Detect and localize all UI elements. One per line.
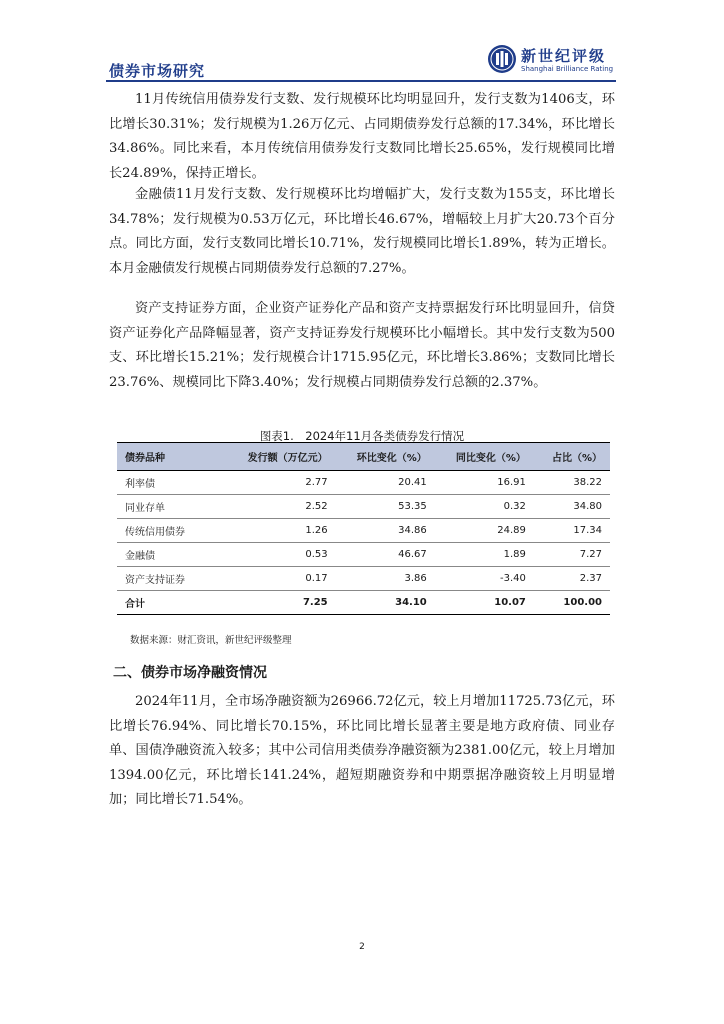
cell-mom-change: 3.86: [336, 567, 435, 591]
cell-mom-change: 53.35: [336, 495, 435, 519]
cell-bond-type: 传统信用债券: [117, 519, 225, 543]
column-header: 环比变化（%）: [336, 443, 435, 471]
cell-total-issuance: 7.25: [225, 591, 336, 615]
company-logo: [487, 44, 619, 76]
cell-share: 2.37: [534, 567, 610, 591]
cell-share: 38.22: [534, 471, 610, 495]
paragraph-asset-backed: 资产支持证券方面，企业资产证券化产品和资产支持票据发行环比明显回升，信贷资产证券化产品降幅显著，资产支持证券发行规模环比小幅增长。其中发行支数为500支、环比增长15.21%；发行规模合计1715.95亿元，环比增长3.86%；支数同比增长23.76%、规模同比下降3.40%；发行规模占同期债券发行总额的2.37%。: [109, 301, 615, 390]
cell-mom-change: 20.41: [336, 471, 435, 495]
cell-yoy-change: 1.89: [435, 543, 534, 567]
table-row: [117, 471, 610, 495]
table-total-row: [117, 591, 610, 615]
cell-share: 34.80: [534, 495, 610, 519]
cell-issuance: 0.53: [225, 543, 336, 567]
table-header-row: [117, 443, 610, 471]
cell-mom-change: 34.86: [336, 519, 435, 543]
cell-yoy-change: 16.91: [435, 471, 534, 495]
paragraph-traditional-credit: 11月传统信用债券发行支数、发行规模环比均明显回升，发行支数为1406支，环比增长30.31%；发行规模为1.26万亿元、占同期债券发行总额的17.34%，环比增长34.86%。同比来看，本月传统信用债券发行支数同比增长25.65%，发行规模同比增长24.89%，保持正增长。: [109, 92, 615, 181]
header-title: 债券市场研究: [109, 62, 206, 80]
table-row: [117, 519, 610, 543]
cell-yoy-change: -3.40: [435, 567, 534, 591]
cell-total-yoy-change: 10.07: [435, 591, 534, 615]
cell-total-share: 100.00: [534, 591, 610, 615]
cell-share: 17.34: [534, 519, 610, 543]
column-header: 同比变化（%）: [435, 443, 534, 471]
cell-issuance: 1.26: [225, 519, 336, 543]
cell-bond-type: 资产支持证券: [117, 567, 225, 591]
paragraph-net-financing: 2024年11月，全市场净融资额为26966.72亿元，较上月增加11725.73亿元，环比增长76.94%、同比增长70.15%，环比同比增长显著主要是地方政府债、同业存单、国债净融资流入较多；其中公司信用类债券净融资额为2381.00亿元，较上月增加1394.00亿元，环比增长141.24%，超短期融资券和中期票据净融资较上月明显增加；同比增长71.54%。: [109, 694, 615, 807]
column-header: 发行额（万亿元）: [225, 443, 336, 471]
page-number: 2: [359, 942, 365, 952]
cell-issuance: 0.17: [225, 567, 336, 591]
cell-total-mom-change: 34.10: [336, 591, 435, 615]
table-row: [117, 567, 610, 591]
cell-mom-change: 46.67: [336, 543, 435, 567]
cell-yoy-change: 24.89: [435, 519, 534, 543]
logo-text-en: Shanghai Brilliance Rating: [521, 65, 614, 73]
paragraph-financial-bonds: 金融债11月发行支数、发行规模环比均增幅扩大，发行支数为155支，环比增长34.78%；发行规模为0.53万亿元，环比增长46.67%，增幅较上月扩大20.73个百分点。同比方面，发行支数同比增长10.71%，发行规模同比增长1.89%，转为正增长。本月金融债发行规模占同期债券发行总额的7.27%。: [109, 187, 615, 276]
cell-issuance: 2.52: [225, 495, 336, 519]
header-divider: [106, 80, 616, 82]
logo-emblem-icon: [487, 44, 517, 74]
cell-bond-type: 金融债: [117, 543, 225, 567]
logo-text-cn: 新世纪评级: [521, 47, 607, 65]
column-header: 占比（%）: [534, 443, 610, 471]
table-row: [117, 495, 610, 519]
cell-total-label: 合计: [117, 591, 225, 615]
cell-issuance: 2.77: [225, 471, 336, 495]
cell-share: 7.27: [534, 543, 610, 567]
table-caption: 图表1. 2024年11月各类债券发行情况: [259, 429, 465, 443]
table-row: [117, 543, 610, 567]
table-source-note: 数据来源：财汇资讯，新世纪评级整理: [130, 635, 292, 646]
cell-bond-type: 同业存单: [117, 495, 225, 519]
cell-bond-type: 利率债: [117, 471, 225, 495]
cell-yoy-change: 0.32: [435, 495, 534, 519]
bond-issuance-table: [117, 442, 610, 615]
column-header: 债券品种: [117, 443, 225, 471]
section-heading: 二、债券市场净融资情况: [113, 665, 267, 681]
